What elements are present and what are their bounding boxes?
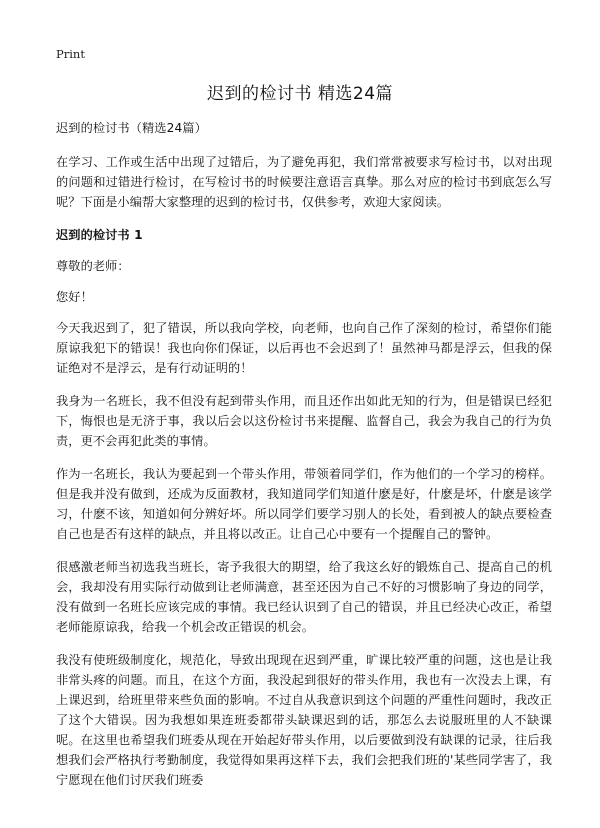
body-paragraph: 我身为一名班长，我不但没有起到带头作用，而且还作出如此无知的行为，但是错误已经犯下，悔恨也是无济于事，我以后会以这份检讨书来提醒、监督自己，我会为我自己的行为负责，更不会再犯此类的事情。 — [56, 394, 552, 448]
document-subtitle: 迟到的检讨书（精选24篇） — [56, 121, 207, 135]
section-heading: 迟到的检讨书 1 — [56, 228, 143, 242]
salutation: 尊敬的老师： — [56, 259, 130, 273]
document-body — [56, 118, 552, 803]
page-title: 迟到的检讨书 精选24篇 — [206, 84, 394, 104]
body-paragraph: 今天我迟到了，犯了错误，所以我向学校，向老师，也向自己作了深刻的检讨，希望你们能原谅我犯下的错误！我也向你们保证，以后再也不会迟到了！虽然神马都是浮云，但我的保证绝对不是浮云，是有行动证明的！ — [56, 321, 552, 375]
greeting: 您好！ — [56, 290, 93, 304]
print-link[interactable]: Print — [56, 47, 85, 61]
body-paragraph: 作为一名班长，我认为要起到一个带头作用，带领着同学们，作为他们的一个学习的榜样。但是我并没有做到，还成为反面教材，我知道同学们知道什麽是好，什麽是坏，什麽是该学习，什麽不该，知道如何分辨好坏。所以同学们要学习别人的长处，看到被人的缺点要检查自己也是否有这样的缺点，并且将以改正。让自己心中要有一个提醒自己的警钟。 — [56, 467, 552, 541]
intro-paragraph: 在学习、工作或生活中出现了过错后，为了避免再犯，我们常常被要求写检讨书，以对出现的问题和过错进行检讨，在写检讨书的时候要注意语言真挚。那么对应的检讨书到底怎么写呢？下面是小编帮大家整理的迟到的检讨书，仅供参考，欢迎大家阅读。 — [56, 155, 552, 209]
body-paragraph: 很感激老师当初选我当班长，寄予我很大的期望，给了我这幺好的锻炼自己、提高自己的机会，我却没有用实际行动做到让老师满意，甚至还因为自己不好的习惯影响了身边的同学，没有做到一名班长应该完成的事情。我已经认识到了自己的错误，并且已经决心改正，希望老师能原谅我，给我一个机会改正错误的机会。 — [56, 560, 552, 634]
body-paragraph: 我没有使班级制度化，规范化，导致出现现在迟到严重，旷课比较严重的问题，这也是让我非常头疼的问题。而且，在这个方面，我没起到很好的带头作用，我也有一次没去上课，有上课迟到，给班里带来些负面的影响。不过自从我意识到这个问题的严重性问题时，我改正了这个大错误。因为我想如果连班委都带头缺课迟到的话，那怎么去说服班里的人不缺课呢。在这里也希望我们班委从现在开始起好带头作用，以后要做到没有缺课的记录，往后我想我们会严格执行考勤制度，我觉得如果再这样下去，我们会把我们班的'某些同学害了，我宁愿现在他们讨厌我们班委 — [56, 653, 552, 787]
